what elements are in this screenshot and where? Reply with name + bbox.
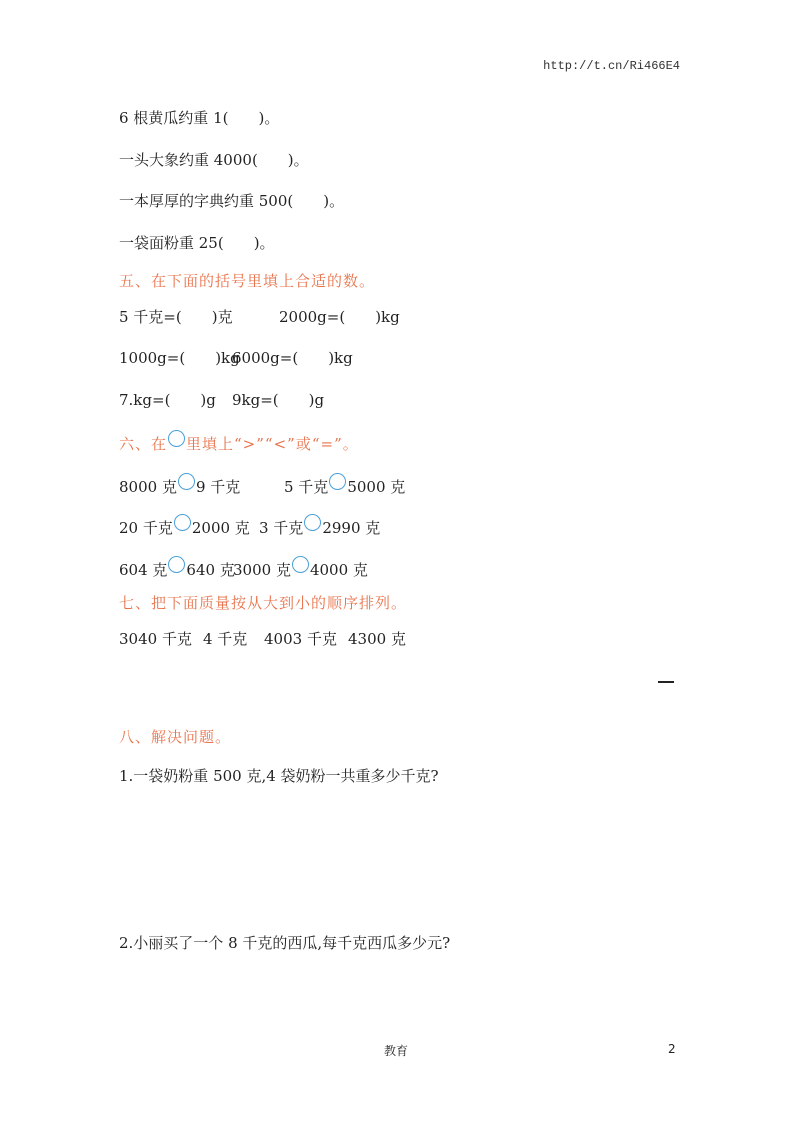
header-url: http://t.cn/Ri466E4 <box>543 59 680 73</box>
section6-heading-start: 六、在 <box>119 435 168 453</box>
compare-circle-icon[interactable] <box>304 514 321 531</box>
compare-left-value: 3 千克 <box>259 519 304 537</box>
word-problem-1: 1.一袋奶粉重 500 克,4 袋奶粉一共重多少千克? <box>119 767 439 785</box>
fill-unit-line: 一本厚厚的字典约重 500( )。 <box>119 192 345 210</box>
mass-item: 3040 千克 <box>119 630 192 648</box>
conversion-item: 6000g=( )kg <box>232 349 353 367</box>
compare-right-value: 9 千克 <box>195 478 241 496</box>
compare-right-value: 2990 克 <box>322 519 381 537</box>
compare-circle-icon <box>168 430 185 447</box>
compare-item <box>284 473 405 497</box>
fill-unit-line: 6 根黄瓜约重 1( )。 <box>119 109 280 127</box>
mass-item: 4003 千克 <box>264 630 337 648</box>
compare-circle-icon[interactable] <box>292 556 309 573</box>
compare-left-value: 8000 克 <box>119 478 177 496</box>
section7-heading: 七、把下面质量按从大到小的顺序排列。 <box>119 594 408 612</box>
compare-right-value: 5000 克 <box>347 478 406 496</box>
compare-right-value: 4000 克 <box>309 561 368 579</box>
compare-item <box>119 556 235 580</box>
answer-dash <box>658 681 674 683</box>
word-problem-2: 2.小丽买了一个 8 千克的西瓜,每千克西瓜多少元? <box>119 934 451 952</box>
compare-item <box>259 514 380 538</box>
compare-circle-icon[interactable] <box>168 556 185 573</box>
section6-heading <box>119 430 359 454</box>
fill-unit-line: 一头大象约重 4000( )。 <box>119 151 309 169</box>
compare-item <box>119 473 240 497</box>
compare-left-value: 604 克 <box>119 561 168 579</box>
mass-item: 4 千克 <box>203 630 248 648</box>
conversion-item: 5 千克=( )克 <box>119 308 233 326</box>
section8-heading: 八、解决问题。 <box>119 728 232 746</box>
section5-heading: 五、在下面的括号里填上合适的数。 <box>119 272 376 290</box>
fill-unit-line: 一袋面粉重 25( )。 <box>119 234 275 252</box>
compare-right-value: 640 克 <box>186 561 235 579</box>
compare-left-value: 20 千克 <box>119 519 173 537</box>
compare-left-value: 3000 克 <box>233 561 291 579</box>
conversion-item: 2000g=( )kg <box>279 308 400 326</box>
mass-item: 4300 克 <box>348 630 406 648</box>
compare-right-value: 2000 克 <box>191 519 250 537</box>
compare-item <box>233 556 368 580</box>
footer-label: 教育 <box>384 1044 409 1058</box>
page-number: 2 <box>668 1042 676 1056</box>
compare-circle-icon[interactable] <box>174 514 191 531</box>
conversion-item: 7.kg=( )g <box>119 391 216 409</box>
conversion-item: 1000g=( )kg <box>119 349 240 367</box>
compare-circle-icon[interactable] <box>178 473 195 490</box>
compare-item <box>119 514 250 538</box>
compare-left-value: 5 千克 <box>284 478 329 496</box>
conversion-item: 9kg=( )g <box>232 391 325 409</box>
compare-circle-icon[interactable] <box>329 473 346 490</box>
section6-heading-end: 里填上“>”“<”或“=”。 <box>186 435 359 453</box>
